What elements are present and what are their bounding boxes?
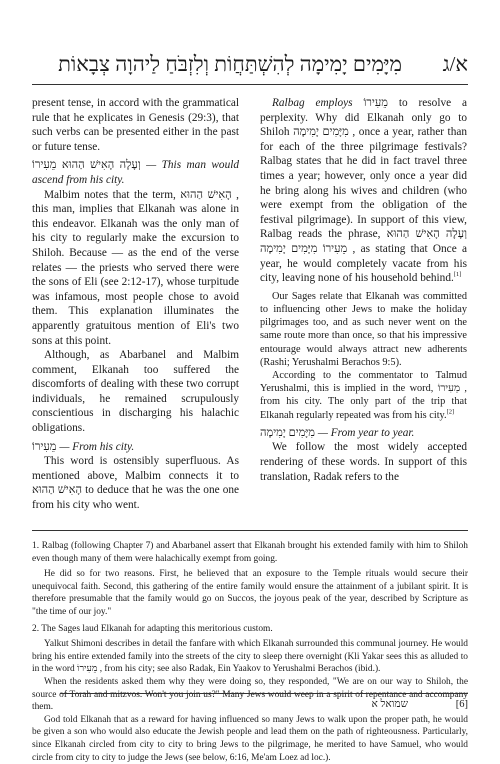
hebrew-term: הָאִישׁ הַהוּא <box>180 188 232 201</box>
right-paragraph-2: Our Sages relate that Elkanah was committed to influencing other Jews to make the holiday pilgrimages too, and as such never went on the same route more than once, so that his impressive entourage would always attract new adherents (Rashi; Yerushalmi Berachos 9:5). <box>260 290 467 368</box>
page-footer <box>32 699 468 719</box>
hebrew-term: וְעָלָה הָאִישׁ הַהוּא מֵעִירוֹ מִיָּמִים יָמִימָה <box>260 228 467 255</box>
verse-title: מִיָּמִים יָמִימָה לְהִשְׁתַּחֲוֹת וְלִזְבֹּחַ לַיהוָה צְבָאוֹת <box>58 52 402 76</box>
footnotes <box>32 540 468 764</box>
right-column <box>260 96 467 484</box>
lemma-year-to-year <box>260 426 467 441</box>
lemma-from-his-city <box>32 440 239 455</box>
lemma-hebrew: מִיָּמִים יָמִימָה <box>260 426 316 439</box>
left-column <box>32 96 239 513</box>
left-paragraph-4 <box>32 454 239 512</box>
lemma-translation: — From year to year. <box>317 426 415 439</box>
footnote-1: 1. Ralbag (following Chapter 7) and Abarbanel assert that Elkanah brought his extended family with him to Shiloh even though many of them were halachically exempt from going. <box>32 541 468 564</box>
text-run: , as stating that Once a year, he would completely vacate from his city, leaving none of his household behind. <box>260 242 467 285</box>
lemma-translation: — From his city. <box>59 440 135 453</box>
text-run: to deduce that he was the one one from his city who went. <box>32 484 240 512</box>
lemma-hebrew: מֵעִירוֹ <box>32 440 57 453</box>
left-paragraph-3: Although, as Abarbanel and Malbim comment, Elkanah too suffered the discomforts of dealing with these two corrupt individuals, he remained scrupulously conscientious in discharging his halachic obligations. <box>32 349 239 435</box>
hebrew-term: מֵעִירוֹ <box>363 97 388 109</box>
notes-rule <box>32 530 468 531</box>
footnote-marker[interactable]: [2] <box>446 408 455 416</box>
header-rule <box>32 84 468 85</box>
right-paragraph-1 <box>260 96 467 286</box>
footnote-2-paragraph-4: God told Elkanah that as a reward for having influenced so many Jews to walk upon the proper path, he would be given a son who would also educate the Jewish people and lead them on the path of righteousness. Particularly, since Elkanah circled from city to city to bring Jews to the pilgrimage, he merited to have Samuel, who would circle from city to city to judge the Jews (see below, 6:16, Me'am Loez ad loc.). <box>32 714 468 763</box>
right-paragraph-3 <box>260 369 467 422</box>
right-paragraph-4: We follow the most widely accepted rendering of these words. In support of this translation, Radak refers to the <box>260 441 467 483</box>
hebrew-term: מֵעִירוֹ <box>77 664 98 675</box>
footnote-2: 2. The Sages laud Elkanah for adapting this meritorious custom. <box>32 623 273 634</box>
text-run: , this man, implies that Elkanah was alone in this endeavor. Elkanah was the only man of his city to regularly make the excursion to Shiloh. Because — as the end of the verse relates — the priests who served there were the sons of Eli (see 2:12-17), whose turpitude was infamous, most people chose to avoid them. This explanation illuminates the apparently gratuitous mention of Eli's two sons at this point. <box>32 188 239 347</box>
text-run: According to the commentator to Talmud Yerushalmi, this is implied in the word, <box>260 369 467 395</box>
text-run: Ralbag employs <box>272 97 353 109</box>
left-paragraph-2 <box>32 188 239 349</box>
footnote-2-paragraph-2 <box>32 638 468 676</box>
footnote-marker[interactable]: [1] <box>453 271 462 279</box>
text-run: Malbim notes that the term, <box>44 188 176 201</box>
text-run: , from his city. The only part of the trip that Elkanah regularly repeated was from his city. <box>260 383 467 421</box>
footnote-1-continuation: He did so for two reasons. First, he believed that an exposure to the Temple rituals would secure their unequivocal faith. Second, this gathering of the entire family would ensure the attainment of a jubilant spirit. It is therefore presumable that the family would go on Succos, the joyous peak of the year, described by Scripture as "the time of our joy." <box>32 569 468 617</box>
text-run: , from his city; see also Radak, Ein Yaakov to Yerushalmi Berachos (ibid.). <box>99 664 381 675</box>
text-run: Yalkut Shimoni describes in detail the fanfare with which Elkanah surrounded this communal journey. He would bring his entire extended family into the streets of the city to sleep there overnight (Kli Yakar sees this as alluded to in the word <box>32 639 468 675</box>
lemma-this-man <box>32 158 239 187</box>
text-run: , once a year, rather than for each of the three pilgrimage festivals? Ralbag states that he did in fact travel three times a year; however, only once a year did he bring along his wives and children (who were exempt from the obligation of the festival pilgrimage). In support of this view, Ralbag reads the phrase, <box>260 126 468 241</box>
hebrew-term: מִיָּמִים יָמִימָה <box>293 126 349 139</box>
text-run: to resolve a perplexity. Why did Elkanah only go to Shiloh <box>260 97 468 139</box>
page-number: [6] <box>455 699 468 710</box>
left-paragraph-1: present tense, in accord with the grammatical rule that he explicates in Genesis (29:3), that such verbs can be presented either in the past or future tense. <box>32 97 239 153</box>
footer-rule <box>60 693 468 694</box>
hebrew-term: מֵעִירוֹ <box>437 383 461 395</box>
footnote-2-paragraph-3: When the residents asked them why they were doing so, they responded, "We are on our way to Shiloh, the source of Torah and mitzvos. Won't you join us?" Many Jews would weep in a spirit of repentance and accompany them. <box>32 676 468 713</box>
lemma-hebrew: וְעָלָה הָאִישׁ הַהוּא מֵעִירוֹ <box>32 159 141 172</box>
chapter-verse-reference: א/ג <box>442 52 468 76</box>
text-run: This word is ostensibly superfluous. As mentioned above, Malbim connects it to <box>32 455 239 482</box>
hebrew-term: הָאִישׁ הַהוּא <box>32 484 82 497</box>
book-name: שמואל א <box>371 699 408 710</box>
page-header <box>32 52 468 82</box>
lemma-translation: — This man would ascend from his city. <box>32 159 240 186</box>
